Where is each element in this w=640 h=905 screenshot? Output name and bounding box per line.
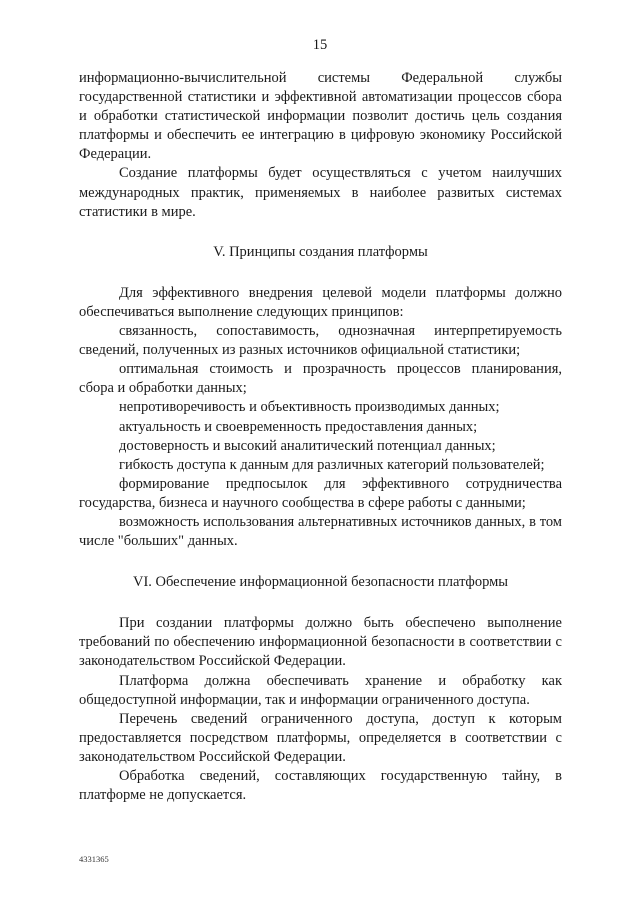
document-code: 4331365 [79,854,109,864]
principle-item: формирование предпосылок для эффективного сотрудничества государства, бизнеса и научного сообщества в сфере работы с данными; [79,475,562,511]
principle-item: гибкость доступа к данным для различных категорий пользователей; [119,456,545,473]
paragraph-continuation: информационно-вычислительной системы Федеральной службы государственной статистики и эффективной автоматизации процессов сбора и обработки статистической информации позволит достичь цель создания платформы и обеспечить ее интеграцию в цифровую экономику Российской Федерации. [79,70,562,163]
principle-item: достоверность и высокий аналитический потенциал данных; [119,437,496,454]
security-paragraph: При создании платформы должно быть обеспечено выполнение требований по обеспечению информационной безопасности в соответствии с законодательством Российской Федерации. [79,615,562,670]
principle-item: связанность, сопоставимость, однозначная интерпретируемость сведений, полученных из разных источников официальной статистики; [79,323,562,359]
principles-intro: Для эффективного внедрения целевой модели платформы должно обеспечиваться выполнение следующих принципов: [79,284,562,320]
principle-item: непротиворечивость и объективность производимых данных; [119,399,500,416]
section-heading-principles: V. Принципы создания платформы [213,243,428,260]
paragraph-best-practices: Создание платформы будет осуществляться с учетом наилучших международных практик, применяемых в наиболее развитых системах статистики в мире. [79,165,562,220]
security-paragraph: Обработка сведений, составляющих государственную тайну, в платформе не допускается. [79,768,562,804]
section-heading-security: VI. Обеспечение информационной безопасности платформы [132,574,509,591]
page-number: 15 [312,37,328,53]
principle-item: оптимальная стоимость и прозрачность процессов планирования, сбора и обработки данных; [79,361,562,397]
security-paragraph: Перечень сведений ограниченного доступа, доступ к которым предоставляется посредством платформы, определяется в соответствии с законодательством Российской Федерации. [79,710,562,765]
principle-item: актуальность и своевременность предоставления данных; [119,418,478,435]
principle-item: возможность использования альтернативных источников данных, в том числе "больших" данных. [79,513,562,550]
security-paragraph: Платформа должна обеспечивать хранение и обработку как общедоступной информации, так и информации ограниченного доступа. [79,672,562,708]
document-body [79,69,562,805]
